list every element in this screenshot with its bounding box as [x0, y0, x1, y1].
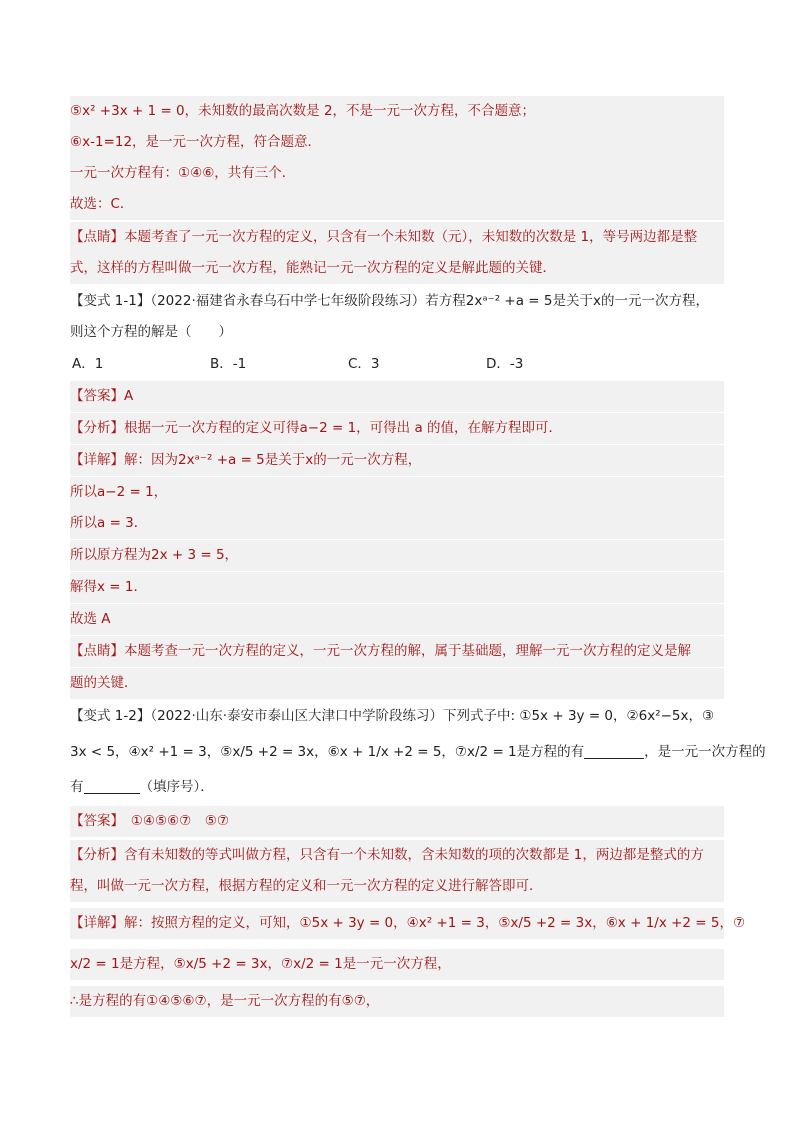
option-a: A．1: [72, 356, 104, 372]
variant-1-1-step-3: 所以原方程为2x + 3 = 5，: [70, 540, 724, 571]
variant-1-2-question-text: 3x < 5，④x² +1 = 3，⑤x/5 +2 = 3x，⑥x + 1/x +2 = 5，⑦x/2 = 1是方程的有: [70, 744, 585, 760]
variant-1-1-question: 则这个方程的解是（ ）: [70, 324, 232, 340]
solution-line-6: ⑥x-1=12，是一元一次方程，符合题意．: [70, 127, 724, 158]
variant-1-2-detail-3: ∴是方程的有①④⑤⑥⑦，是一元一次方程的有⑤⑦，: [70, 986, 724, 1017]
option-b: B．-1: [210, 356, 247, 372]
solution-line-5: ⑤x² +3x + 1 = 0，未知数的最高次数是 2，不是一元一次方程，不合题意；: [70, 96, 724, 127]
blank-2: [84, 779, 140, 794]
variant-1-1-answer: 【答案】A: [70, 381, 724, 412]
option-d: D．-3: [486, 356, 524, 372]
variant-1-1-step-1: 所以a−2 = 1，: [70, 477, 724, 508]
variant-1-2-question-end: （填序号）．: [139, 779, 214, 795]
variant-1-2-question-tail: ，是一元一次方程的: [644, 744, 766, 760]
variant-1-2-detail-1: 【详解】解：按照方程的定义，可知，①5x + 3y = 0，④x² +1 = 3，⑤x/5 +2 = 3x，⑥x + 1/x +2 = 5，⑦: [70, 908, 724, 939]
comment-line-2: 式，这样的方程叫做一元一次方程，能熟记一元一次方程的定义是解此题的关键．: [70, 253, 724, 284]
variant-1-2-detail-2: x/2 = 1是方程，⑤x/5 +2 = 3x，⑦x/2 = 1是一元一次方程，: [70, 949, 724, 980]
solution-choice: 故选：C．: [70, 189, 724, 220]
variant-1-2-analysis-1: 【分析】含有未知数的等式叫做方程，只含有一个未知数，含未知数的项的次数都是 1，两边都是整式的方: [70, 840, 724, 871]
variant-1-2-answer: 【答案】 ①④⑤⑥⑦ ⑤⑦: [70, 806, 724, 837]
variant-1-1-step-5: 故选 A: [70, 604, 724, 635]
variant-1-1-step-2: 所以a = 3．: [70, 508, 724, 539]
variant-1-1-comment-2: 题的关键．: [70, 668, 724, 699]
solution-summary: 一元一次方程有：①④⑥，共有三个．: [70, 158, 724, 189]
variant-1-1-options: [72, 349, 726, 380]
variant-1-1-step-4: 解得x = 1．: [70, 572, 724, 603]
option-c: C．3: [348, 356, 380, 372]
variant-1-1-analysis: 【分析】根据一元一次方程的定义可得a−2 = 1，可得出 a 的值，在解方程即可．: [70, 413, 724, 444]
variant-1-2-question: [70, 737, 766, 768]
variant-1-2-title: 【变式 1-2】（2022·山东·泰安市泰山区大津口中学阶段练习）下列式子中: ①5x + 3y = 0，②6x²−5x，③: [70, 708, 715, 724]
variant-1-2-question-start: 有: [70, 779, 84, 795]
variant-1-2-analysis-2: 程，叫做一元一次方程，根据方程的定义和一元一次方程的定义进行解答即可．: [70, 871, 724, 902]
variant-1-1-comment-1: 【点睛】本题考查一元一次方程的定义，一元一次方程的解，属于基础题，理解一元一次方程的定义是解: [70, 636, 724, 667]
variant-1-1-title: 【变式 1-1】（2022·福建省永春乌石中学七年级阶段练习）若方程2xᵃ⁻² +a = 5是关于x的一元一次方程，: [70, 293, 709, 309]
comment-line-1: 【点睛】本题考查了一元一次方程的定义，只含有一个未知数（元），未知数的次数是 1，等号两边都是整: [70, 222, 724, 253]
variant-1-2-question-2: [70, 772, 724, 803]
blank-1: [584, 744, 644, 759]
variant-1-1-detail: 【详解】解：因为2xᵃ⁻² +a = 5是关于x的一元一次方程，: [70, 445, 724, 476]
